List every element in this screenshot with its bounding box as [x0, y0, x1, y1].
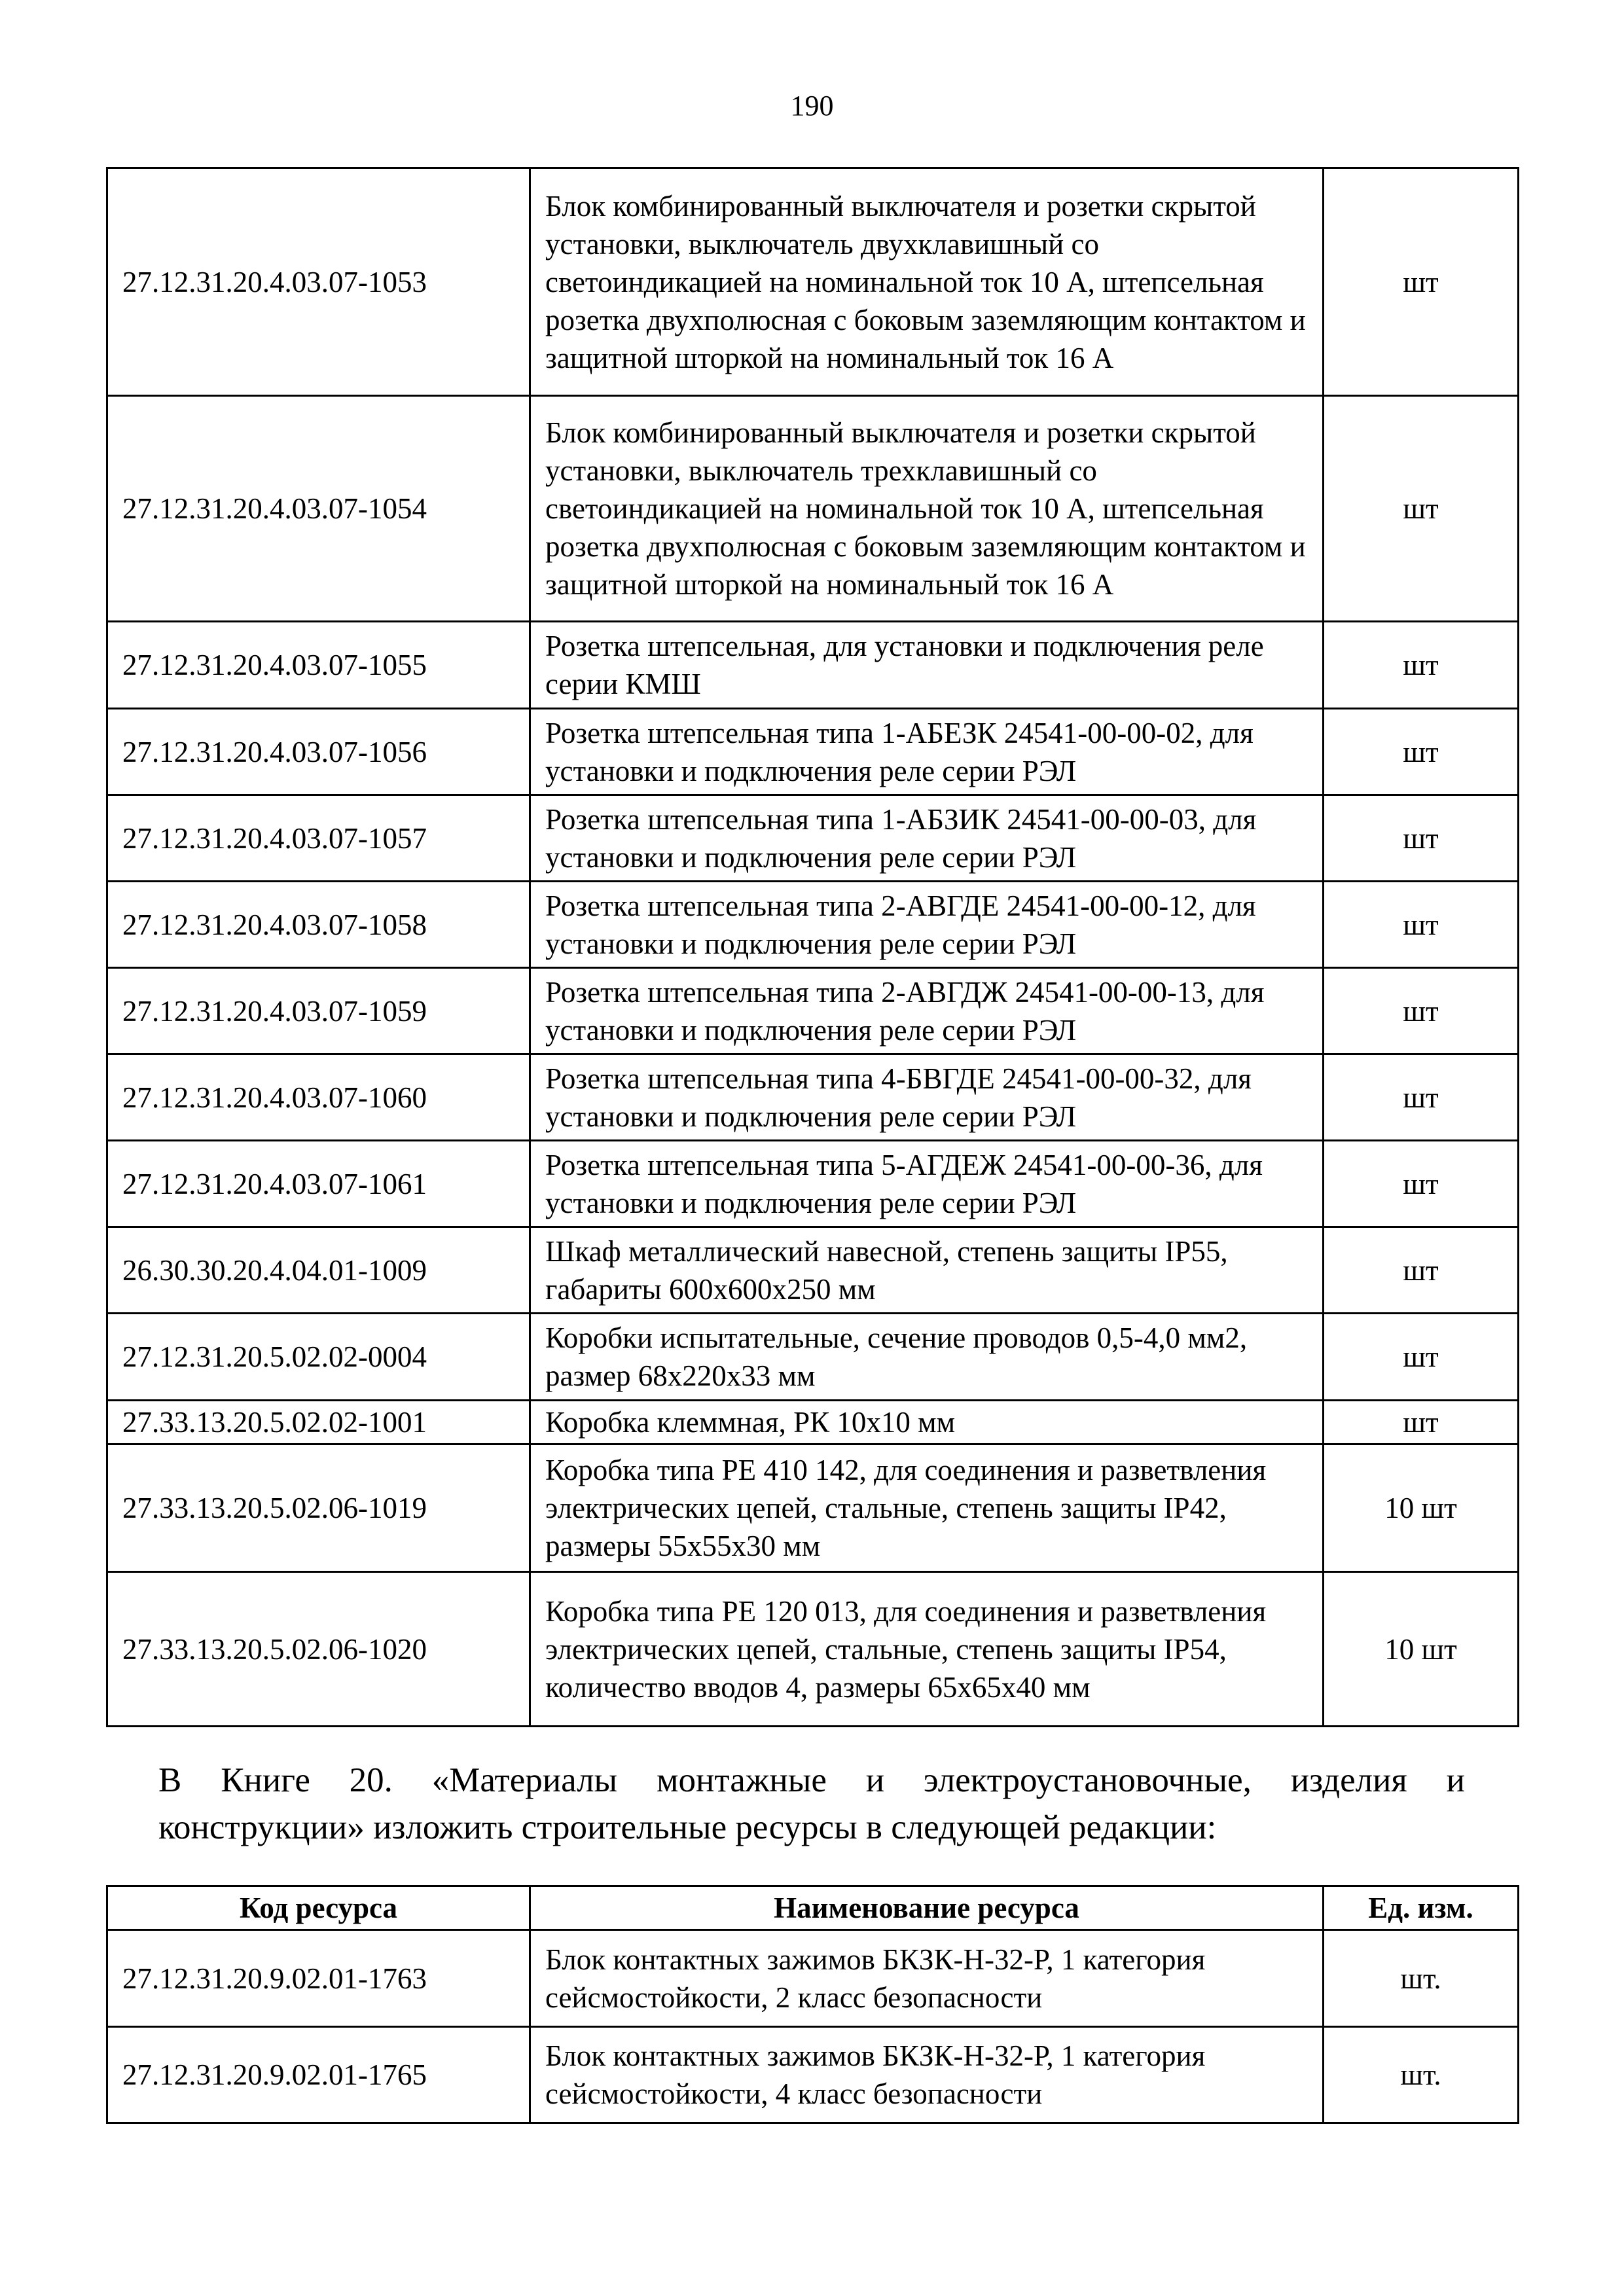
- resource-code: 27.33.13.20.5.02.02-1001: [107, 1401, 530, 1444]
- table-row: [107, 1054, 1519, 1141]
- resource-name: Розетка штепсельная типа 5-АГДЕЖ 24541-00-00-36, для установки и подключения реле серии РЭЛ: [530, 1141, 1324, 1227]
- table-row: [107, 622, 1519, 709]
- table-row: [107, 1314, 1519, 1401]
- paragraph-line: В Книге 20. «Материалы монтажные и электроустановочные, изделия и: [158, 1761, 1465, 1799]
- resource-code: 26.30.30.20.4.04.01-1009: [107, 1227, 530, 1314]
- resource-unit: шт: [1324, 882, 1519, 968]
- resource-unit: шт: [1324, 709, 1519, 795]
- table-header-row: [107, 1886, 1519, 1930]
- paragraph-line: конструкции» изложить строительные ресурсы в следующей редакции:: [158, 1808, 1217, 1846]
- resource-unit: шт: [1324, 168, 1519, 396]
- resource-name: Блок комбинированный выключателя и розетки скрытой установки, выключатель трехклавишный со светоиндикацией на номинальной ток 10 А, штепсельная розетка двухполюсная с боковым заземляющим контактом и защитной шторкой на номинальный ток 16 А: [530, 396, 1324, 622]
- resource-name: Розетка штепсельная типа 2-АВГДЖ 24541-00-00-13, для установки и подключения реле серии РЭЛ: [530, 968, 1324, 1054]
- resource-code: 27.12.31.20.4.03.07-1055: [107, 622, 530, 709]
- resource-name: Блок комбинированный выключателя и розетки скрытой установки, выключатель двухклавишный со светоиндикацией на номинальной ток 10 А, штепсельная розетка двухполюсная с боковым заземляющим контактом и защитной шторкой на номинальный ток 16 А: [530, 168, 1324, 396]
- resource-code: 27.12.31.20.5.02.02-0004: [107, 1314, 530, 1401]
- table-row: [107, 968, 1519, 1054]
- table-row: [107, 168, 1519, 396]
- resource-name: Коробка типа РЕ 120 013, для соединения и разветвления электрических цепей, стальные, степень защиты IP54, количество вводов 4, размеры 65х65х40 мм: [530, 1572, 1324, 1727]
- resource-code: 27.33.13.20.5.02.06-1019: [107, 1444, 530, 1572]
- resource-unit: 10 шт: [1324, 1444, 1519, 1572]
- resource-code: 27.12.31.20.9.02.01-1765: [107, 2027, 530, 2123]
- resource-name: Шкаф металлический навесной, степень защиты IP55, габариты 600х600х250 мм: [530, 1227, 1324, 1314]
- table-row: [107, 1227, 1519, 1314]
- resource-unit: шт: [1324, 396, 1519, 622]
- resource-name: Коробки испытательные, сечение проводов 0,5-4,0 мм2, размер 68х220х33 мм: [530, 1314, 1324, 1401]
- resource-name: Блок контактных зажимов БКЗК-Н-32-Р, 1 категория сейсмостойкости, 4 класс безопасности: [530, 2027, 1324, 2123]
- resource-name: Розетка штепсельная типа 1-АБЗИК 24541-00-00-03, для установки и подключения реле серии РЭЛ: [530, 795, 1324, 882]
- resources-table-continued: [106, 167, 1519, 1727]
- page-number: 190: [790, 90, 834, 122]
- resource-name: Розетка штепсельная, для установки и подключения реле серии КМШ: [530, 622, 1324, 709]
- resource-unit: шт: [1324, 1054, 1519, 1141]
- table-row: [107, 1930, 1519, 2027]
- column-header-name: Наименование ресурса: [530, 1886, 1324, 1930]
- resource-unit: шт: [1324, 968, 1519, 1054]
- resource-unit: шт: [1324, 1141, 1519, 1227]
- table-row: [107, 1572, 1519, 1727]
- resource-code: 27.12.31.20.4.03.07-1059: [107, 968, 530, 1054]
- resource-unit: шт: [1324, 622, 1519, 709]
- resource-code: 27.12.31.20.4.03.07-1054: [107, 396, 530, 622]
- table-row: [107, 1444, 1519, 1572]
- table-row: [107, 709, 1519, 795]
- resource-name: Розетка штепсельная типа 1-АБЕЗК 24541-00-00-02, для установки и подключения реле серии РЭЛ: [530, 709, 1324, 795]
- resources-table-new: [106, 1885, 1519, 2124]
- resource-code: 27.12.31.20.4.03.07-1060: [107, 1054, 530, 1141]
- resource-unit: шт: [1324, 1227, 1519, 1314]
- resource-code: 27.12.31.20.4.03.07-1057: [107, 795, 530, 882]
- instruction-paragraph: [158, 1757, 1465, 1851]
- resource-name: Коробка типа РЕ 410 142, для соединения и разветвления электрических цепей, стальные, степень защиты IP42, размеры 55х55х30 мм: [530, 1444, 1324, 1572]
- table-row: [107, 1141, 1519, 1227]
- table-row: [107, 882, 1519, 968]
- resource-code: 27.12.31.20.4.03.07-1061: [107, 1141, 530, 1227]
- resource-code: 27.12.31.20.4.03.07-1053: [107, 168, 530, 396]
- table-row: [107, 2027, 1519, 2123]
- resource-unit: шт.: [1324, 2027, 1519, 2123]
- resource-unit: шт: [1324, 1314, 1519, 1401]
- resource-code: 27.12.31.20.9.02.01-1763: [107, 1930, 530, 2027]
- resource-name: Розетка штепсельная типа 4-БВГДЕ 24541-00-00-32, для установки и подключения реле серии РЭЛ: [530, 1054, 1324, 1141]
- resource-name: Блок контактных зажимов БКЗК-Н-32-Р, 1 категория сейсмостойкости, 2 класс безопасности: [530, 1930, 1324, 2027]
- resource-code: 27.12.31.20.4.03.07-1058: [107, 882, 530, 968]
- table-row: [107, 396, 1519, 622]
- resource-code: 27.12.31.20.4.03.07-1056: [107, 709, 530, 795]
- column-header-code: Код ресурса: [107, 1886, 530, 1930]
- table-row: [107, 795, 1519, 882]
- table-row: [107, 1401, 1519, 1444]
- resource-unit: шт: [1324, 1401, 1519, 1444]
- resource-code: 27.33.13.20.5.02.06-1020: [107, 1572, 530, 1727]
- resource-unit: шт.: [1324, 1930, 1519, 2027]
- resource-unit: 10 шт: [1324, 1572, 1519, 1727]
- column-header-unit: Ед. изм.: [1324, 1886, 1519, 1930]
- resource-name: Коробка клеммная, РК 10х10 мм: [530, 1401, 1324, 1444]
- resource-unit: шт: [1324, 795, 1519, 882]
- resource-name: Розетка штепсельная типа 2-АВГДЕ 24541-00-00-12, для установки и подключения реле серии РЭЛ: [530, 882, 1324, 968]
